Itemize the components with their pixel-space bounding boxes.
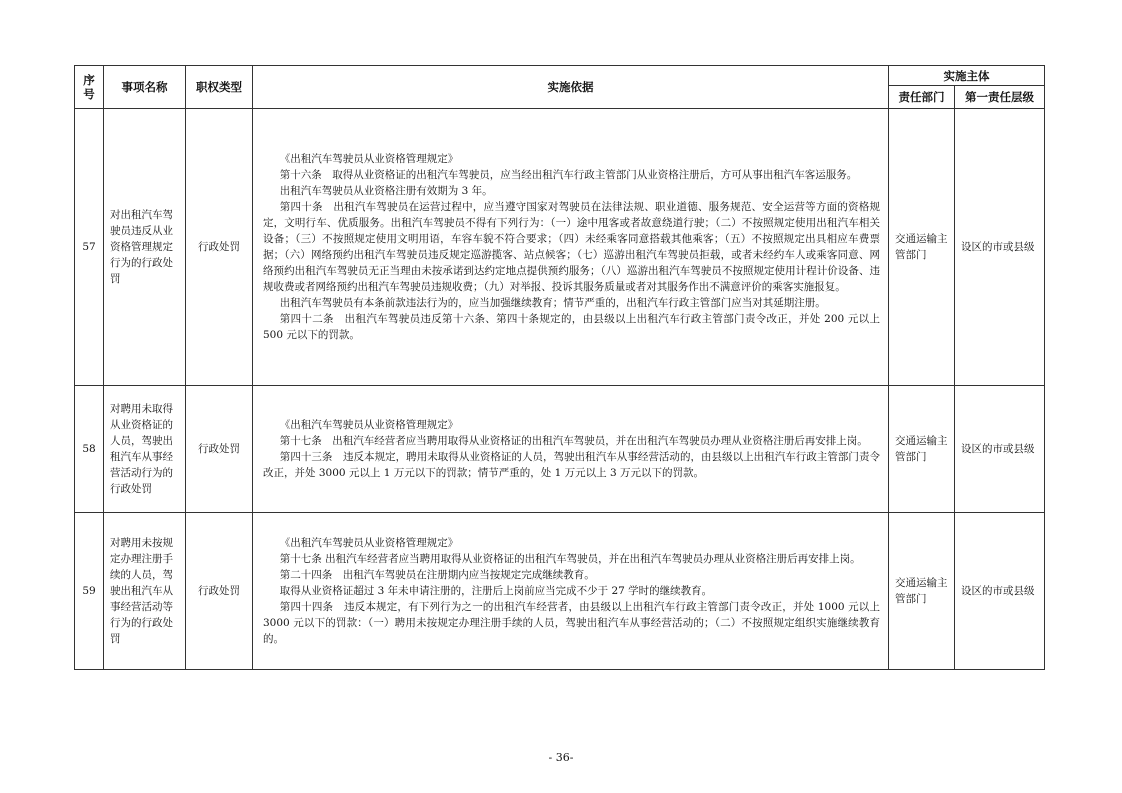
basis-paragraph: 第四十条 出租汽车驾驶员在运营过程中，应当遵守国家对驾驶员在法律法规、职业道德、服务规范、安全运营等方面的资格规定，文明行车、优质服务。出租汽车驾驶员不得有下列行为：（一）途中甩客或者故意绕道行驶；（二）不按照规定使用出租汽车相关设备；（三）不按照规定使用文明用语，车容车貌不符合要求；（四）未经乘客同意搭载其他乘客；（五）不按照规定出具相应车费票据；（六）网络预约出租汽车驾驶员违反规定巡游揽客、站点候客；（七）巡游出租汽车驾驶员拒载，或者未经约车人或乘客同意、网络预约出租汽车驾驶员无正当理由未按承诺到达约定地点提供预约服务；（八）巡游出租汽车驾驶员不按照规定使用计程计价设备、违规收费或者网络预约出租汽车驾驶员违规收费；（九）对举报、投诉其服务质量或者对其服务作出不满意评价的乘客实施报复。	[263, 201, 880, 293]
row-seq: 58	[75, 386, 104, 513]
basis-paragraph: 第四十二条 出租汽车驾驶员违反第十六条、第四十条规定的，由县级以上出租汽车行政主管部门责令改正，并处 200 元以上 500 元以下的罚款。	[263, 313, 880, 341]
header-level: 第一责任层级	[955, 86, 1045, 109]
basis-paragraph: 第十七条 出租汽车经营者应当聘用取得从业资格证的出租汽车驾驶员，并在出租汽车驾驶员办理从业资格注册后再安排上岗。	[279, 435, 868, 447]
header-power-type: 职权类型	[186, 66, 253, 109]
row-dept: 交通运输主管部门	[889, 386, 955, 513]
row-seq: 59	[75, 513, 104, 670]
basis-paragraph: 《出租汽车驾驶员从业资格管理规定》	[279, 537, 459, 549]
header-item-name: 事项名称	[104, 66, 186, 109]
row-power-type: 行政处罚	[186, 386, 253, 513]
basis-paragraph: 第四十四条 违反本规定，有下列行为之一的出租汽车经营者，由县级以上出租汽车行政主管部门责令改正，并处 1000 元以上 3000 元以下的罚款：（一）聘用未按规定办理注册手续的人员，驾驶出租汽车从事经营活动的；（二）不按照规定组织实施继续教育的。	[263, 601, 880, 645]
row-dept: 交通运输主管部门	[889, 109, 955, 386]
row-basis	[253, 513, 889, 670]
row-power-type: 行政处罚	[186, 513, 253, 670]
row-basis	[253, 386, 889, 513]
row-level: 设区的市或县级	[955, 513, 1045, 670]
row-power-type: 行政处罚	[186, 109, 253, 386]
table-row	[75, 109, 1045, 386]
authority-table	[74, 65, 1045, 670]
row-item-name: 对出租汽车驾驶员违反从业资格管理规定行为的行政处罚	[104, 109, 186, 386]
basis-paragraph: 《出租汽车驾驶员从业资格管理规定》	[279, 153, 459, 165]
row-item-name: 对聘用未取得从业资格证的人员，驾驶出租汽车从事经营活动行为的行政处罚	[104, 386, 186, 513]
row-item-name: 对聘用未按规定办理注册手续的人员，驾驶出租汽车从事经营活动等行为的行政处罚	[104, 513, 186, 670]
basis-paragraph: 第四十三条 违反本规定，聘用未取得从业资格证的人员，驾驶出租汽车从事经营活动的，由县级以上出租汽车行政主管部门责令改正，并处 3000 元以上 1 万元以下的罚款；情节严重的，处 1 万元以上 3 万元以下的罚款。	[263, 451, 880, 479]
table-row	[75, 386, 1045, 513]
basis-paragraph: 出租汽车驾驶员有本条前款违法行为的，应当加强继续教育；情节严重的，出租汽车行政主管部门应当对其延期注册。	[279, 297, 826, 309]
header-basis: 实施依据	[253, 66, 889, 109]
row-basis	[253, 109, 889, 386]
table-row	[75, 513, 1045, 670]
header-subject: 实施主体	[889, 66, 1045, 86]
row-level: 设区的市或县级	[955, 109, 1045, 386]
basis-paragraph: 取得从业资格证超过 3 年未申请注册的，注册后上岗前应当完成不少于 27 学时的继续教育。	[279, 585, 713, 597]
basis-paragraph: 第二十四条 出租汽车驾驶员在注册期内应当按规定完成继续教育。	[279, 569, 595, 581]
header-seq: 序号	[75, 66, 104, 109]
row-level: 设区的市或县级	[955, 386, 1045, 513]
row-seq: 57	[75, 109, 104, 386]
header-dept: 责任部门	[889, 86, 955, 109]
basis-paragraph: 《出租汽车驾驶员从业资格管理规定》	[279, 419, 459, 431]
row-dept: 交通运输主管部门	[889, 513, 955, 670]
basis-paragraph: 第十七条 出租汽车经营者应当聘用取得从业资格证的出租汽车驾驶员，并在出租汽车驾驶员办理从业资格注册后再安排上岗。	[279, 553, 861, 565]
page-number: - 36-	[548, 751, 574, 764]
basis-paragraph: 第十六条 取得从业资格证的出租汽车驾驶员，应当经出租汽车行政主管部门从业资格注册后，方可从事出租汽车客运服务。	[279, 169, 858, 181]
basis-paragraph: 出租汽车驾驶员从业资格注册有效期为 3 年。	[279, 185, 493, 197]
